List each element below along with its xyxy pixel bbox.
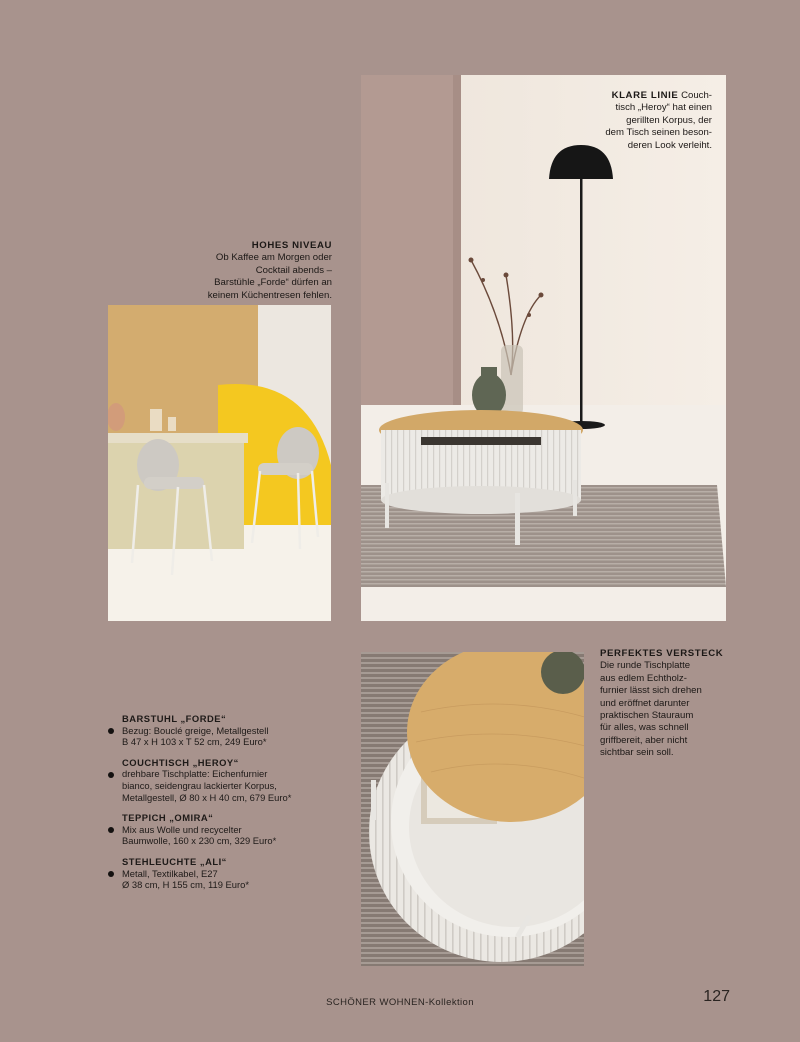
product-item — [108, 713, 338, 748]
product-title: STEHLEUCHTE „ALI“ — [122, 855, 227, 867]
product-detail: Metall, Textilkabel, E27 — [122, 867, 218, 879]
product-detail: Mix aus Wolle und recycelter — [122, 823, 242, 835]
caption-hohes-niveau-line: Barstühle „Forde“ dürfen an — [214, 277, 332, 289]
caption-perfektes-versteck-line: griffbereit, aber nicht — [600, 734, 688, 746]
caption-klare-linie-line: gerillten Korpus, der — [626, 114, 712, 126]
caption-perfektes-versteck-line: und eröffnet darunter — [600, 697, 690, 709]
caption-perfektes-versteck-line: furnier lässt sich drehen — [600, 685, 702, 697]
product-item — [108, 757, 338, 803]
caption-hohes-niveau-head: HOHES NIVEAU — [251, 240, 332, 251]
caption-perfektes-versteck-line: aus edlem Echtholz- — [600, 672, 687, 684]
caption-perfektes-versteck-line: praktischen Stauraum — [600, 710, 694, 722]
product-title: TEPPICH „OMIRA“ — [122, 812, 214, 824]
caption-klare-linie-line: tisch „Heroy“ hat einen — [615, 102, 712, 114]
caption-perfektes-versteck-line: sichtbar sein soll. — [600, 747, 674, 759]
bullet-icon — [108, 772, 114, 778]
caption-klare-linie-line: deren Look verleiht. — [627, 139, 712, 151]
caption-hohes-niveau-line: keinem Küchentresen fehlen. — [207, 289, 332, 301]
caption-klare-linie-line: Couch- — [681, 90, 712, 101]
photo-coffee-table-room — [361, 75, 726, 621]
caption-klare-linie-line: dem Tisch seinen beson- — [605, 127, 712, 139]
product-item — [108, 812, 338, 847]
caption-perfektes-versteck — [600, 648, 740, 760]
product-detail: drehbare Tischplatte: Eichenfurnier — [122, 768, 268, 780]
caption-hohes-niveau — [180, 240, 332, 302]
product-detail: Baumwolle, 160 x 230 cm, 329 Euro* — [122, 835, 277, 847]
photo-bar-stools — [108, 305, 331, 621]
caption-klare-linie-head: KLARE LINIE — [611, 90, 679, 101]
product-title: COUCHTISCH „HEROY“ — [122, 756, 239, 768]
page-number: 127 — [703, 988, 730, 1005]
caption-hohes-niveau-line: Ob Kaffee am Morgen oder — [215, 252, 332, 264]
photo-table-storage — [361, 652, 584, 966]
product-detail: Ø 38 cm, H 155 cm, 119 Euro* — [122, 879, 249, 891]
caption-klare-linie — [560, 90, 712, 152]
product-list — [108, 713, 338, 900]
caption-perfektes-versteck-head: PERFEKTES VERSTECK — [600, 648, 724, 659]
footer-publication: SCHÖNER WOHNEN-Kollektion — [326, 997, 474, 1008]
caption-hohes-niveau-line: Cocktail abends – — [255, 264, 332, 276]
caption-perfektes-versteck-line: für alles, was schnell — [600, 722, 689, 734]
product-detail: Metallgestell, Ø 80 x H 40 cm, 679 Euro* — [122, 791, 292, 803]
caption-perfektes-versteck-line: Die runde Tischplatte — [600, 660, 691, 672]
product-detail: bianco, seidengrau lackierter Korpus, — [122, 779, 277, 791]
product-title: BARSTUHL „FORDE“ — [122, 713, 227, 724]
bullet-icon — [108, 827, 114, 833]
product-item — [108, 856, 338, 891]
bullet-icon — [108, 728, 114, 734]
product-detail: B 47 x H 103 x T 52 cm, 249 Euro* — [122, 736, 267, 748]
photo-bar-stools-illustration — [108, 305, 331, 621]
photo-table-storage-illustration — [361, 652, 584, 966]
photo-coffee-table-illustration — [361, 75, 726, 621]
bullet-icon — [108, 871, 114, 877]
product-detail: Bezug: Bouclé greige, Metallgestell — [122, 724, 269, 736]
